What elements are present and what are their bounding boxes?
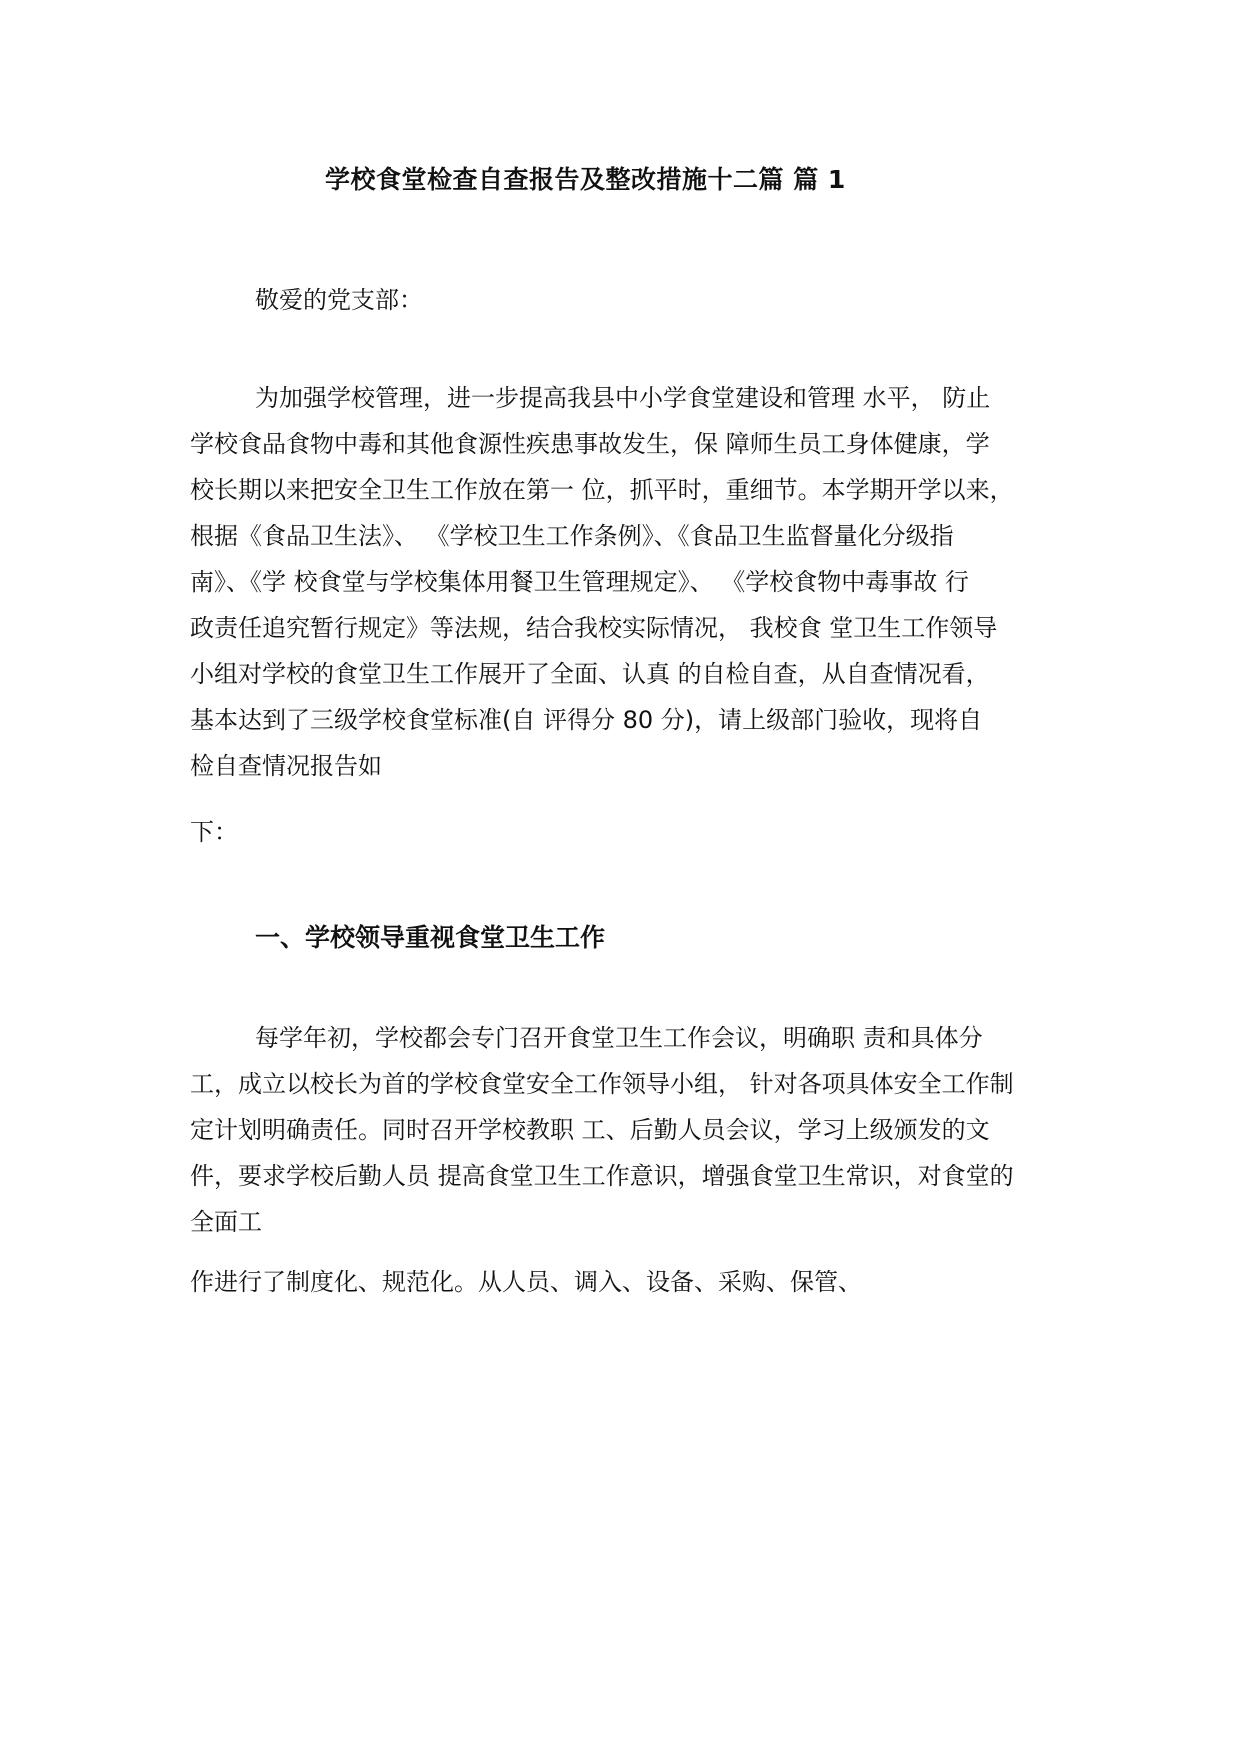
- paragraph-line: 政责任追究暂行规定》等法规，结合我校实际情况， 我校食 堂卫生工作领导: [190, 614, 998, 642]
- paragraph-line: 件，要求学校后勤人员 提高食堂卫生工作意识，增强食堂卫生常识，对食堂的: [190, 1162, 1014, 1190]
- paragraph-line: 检自查情况报告如: [190, 752, 382, 780]
- paragraph-line: 小组对学校的食堂卫生工作展开了全面、认真 的自检自查，从自查情况看，: [190, 660, 990, 688]
- paragraph-line: 为加强学校管理，进一步提高我县中小学食堂建设和管理 水平， 防止: [255, 384, 991, 412]
- paragraph-intro-tail: 下：: [190, 818, 238, 846]
- paragraph-line: 基本达到了三级学校食堂标准(自 评得分 80 分)，请上级部门验收，现将自: [190, 706, 983, 734]
- document-title: 学校食堂检查自查报告及整改措施十二篇 篇 1: [325, 165, 846, 194]
- paragraph-line: 工，成立以校长为首的学校食堂安全工作领导小组， 针对各项具体安全工作制: [190, 1070, 1014, 1098]
- salutation: 敬爱的党支部：: [255, 286, 423, 314]
- paragraph-line: 每学年初，学校都会专门召开食堂卫生工作会议，明确职 责和具体分: [255, 1024, 983, 1052]
- section-heading-1: 一、学校领导重视食堂卫生工作: [255, 923, 606, 952]
- paragraph-section-1: [190, 1015, 1014, 1245]
- paragraph-line: 全面工: [190, 1208, 262, 1236]
- paragraph-line: 校长期以来把安全卫生工作放在第一 位，抓平时，重细节。本学期开学以来，: [190, 476, 1014, 504]
- paragraph-line: 定计划明确责任。同时召开学校教职 工、后勤人员会议，学习上级颁发的文: [190, 1116, 990, 1144]
- paragraph-line: 南》、《学 校食堂与学校集体用餐卫生管理规定》、 《学校食物中毒事故 行: [190, 568, 969, 596]
- paragraph-line: 根据《食品卫生法》、 《学校卫生工作条例》、《食品卫生监督量化分级指: [190, 522, 954, 550]
- paragraph-line: 学校食品食物中毒和其他食源性疾患事故发生，保 障师生员工身体健康，学: [190, 430, 990, 458]
- paragraph-section-1-tail: 作进行了制度化、规范化。从人员、调入、设备、采购、保管、: [190, 1268, 862, 1296]
- paragraph-intro: [190, 375, 1014, 789]
